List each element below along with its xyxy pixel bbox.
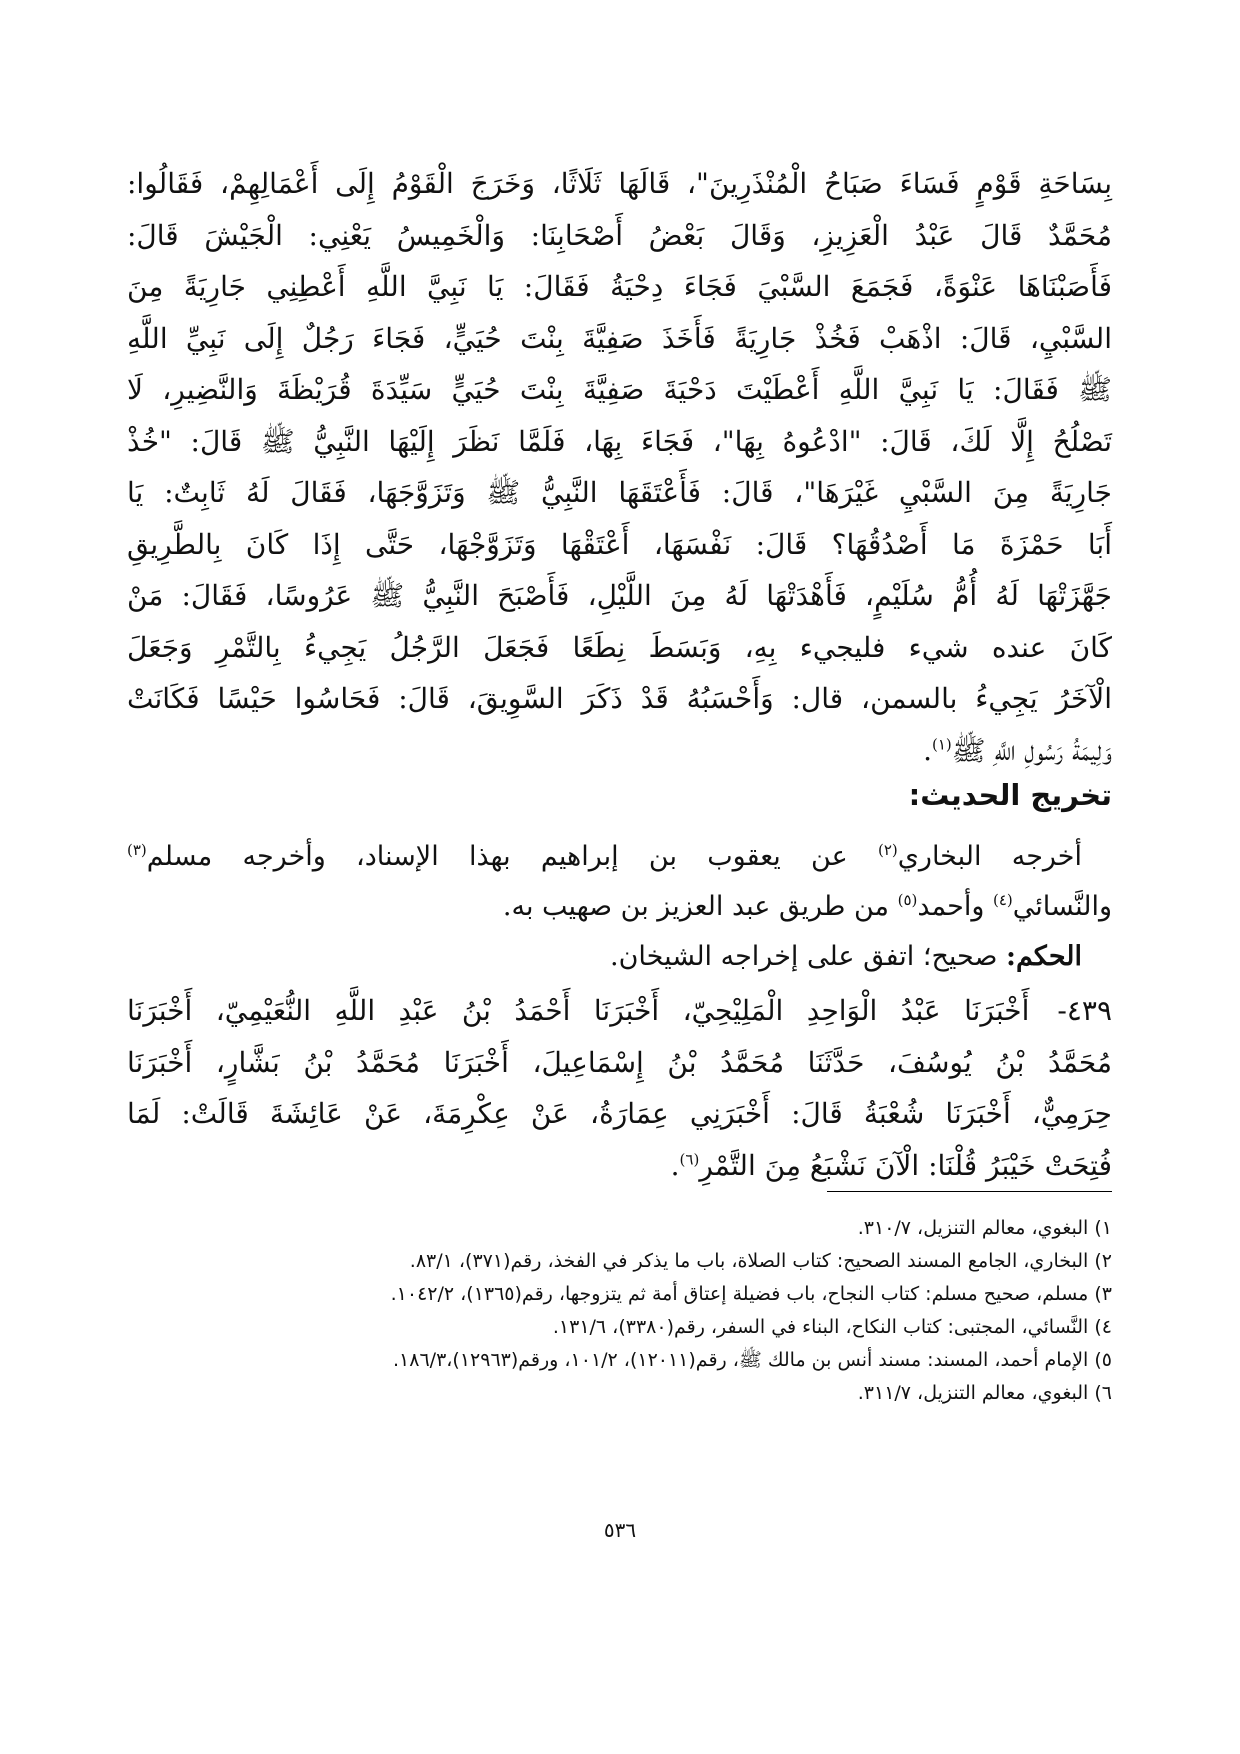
hadith2-line (127, 985, 1112, 1037)
hadith-line: تَصْلُحُ إِلَّا لَكَ، قَالَ: "ادْعُوهُ بِهَا"، فَجَاءَ بِهَا، فَلَمَّا نَظَرَ إِلَيْهَا النَّبِيُّ ﷺ قَالَ: "خُذْ (127, 424, 1112, 458)
footnote: ١) البغوي، معالم التنزيل، ٣١٠/٧. (857, 1217, 1112, 1239)
footnote: ٤) النَّسائي، المجتبى: كتاب النكاح، البناء في السفر، رقم(٣٣٨٠)، ١٣١/٦. (552, 1316, 1112, 1338)
hadith-line: فَأَصَبْنَاهَا عَنْوَةً، فَجَمَعَ السَّبْيَ فَجَاءَ دِحْيَةُ فَقَالَ: يَا نَبِيَّ اللَّهِ أَعْطِنِي جَارِيَةً مِنَ (127, 270, 1112, 303)
hadith-439 (127, 985, 1112, 1191)
footnote-ref[interactable]: (٤) (992, 891, 1013, 909)
footnote-ref[interactable]: (١) (931, 735, 952, 754)
punctuation: . (670, 1148, 680, 1182)
footnotes (127, 1212, 1112, 1410)
hadith-line: جَارِيَةً مِنَ السَّبْيِ غَيْرَهَا"، قَالَ: فَأَعْتَقَهَا النَّبِيُّ ﷺ وَتَزَوَّجَهَا، فَقَالَ لَهُ ثَابِتٌ: يَا (127, 476, 1112, 509)
footnote-separator (827, 1191, 1112, 1192)
hadith-number: ٤٣٩- (1057, 994, 1112, 1027)
takhrij-text: عن يعقوب بن إبراهيم بهذا الإسناد، وأخرجه مسلم (146, 841, 878, 872)
hukm-line (127, 932, 1112, 982)
section-title: تخريج الحديث: (908, 778, 1112, 812)
hadith-line: جَهَّزَتْهَا لَهُ أُمُّ سُلَيْمٍ، فَأَهْدَتْهَا لَهُ مِنَ اللَّيْلِ، فَأَصْبَحَ النَّبِيُّ ﷺ عَرُوسًا، فَقَالَ: مَنْ (127, 579, 1112, 612)
takhrij-line (127, 882, 1112, 932)
footnote-ref[interactable]: (٥) (897, 891, 918, 909)
hadith-line: ﷺ فَقَالَ: يَا نَبِيَّ اللَّهِ أَعْطَيْتَ دَحْيَةَ صَفِيَّةَ بِنْتَ حُيَيٍّ سَيِّدَةَ قُرَيْظَةَ وَالنَّضِيرِ، لَا (127, 373, 1112, 406)
hadith-line: أَبَا حَمْزَةَ مَا أَصْدُقُهَا؟ قَالَ: نَفْسَهَا، أَعْتَقْهَا وَتَزَوَّجْهَا، حَتَّى إِذَا كَانَ بِالطَّرِيقِ (127, 527, 1112, 561)
page-number: ٥٣٦ (603, 1518, 637, 1542)
takhrij-text: وأحمد (917, 891, 993, 922)
hadith-line: كَانَ عنده شيء فليجيء بِهِ، وَبَسَطَ نِطَعًا فَجَعَلَ الرَّجُلُ يَجِيءُ بِالتَّمْرِ وَجَعَلَ (127, 630, 1112, 664)
hukm-label: الحكم: (1005, 941, 1082, 972)
takhrij-paragraph (127, 832, 1112, 982)
hadith-line: الْآخَرُ يَجِيءُ بالسمن، قال: وَأَحْسَبُهُ قَدْ ذَكَرَ السَّوِيقَ، قَالَ: فَحَاسُوا حَيْسًا فَكَانَتْ (127, 682, 1112, 715)
hadith2-line: حِرَمِيٌّ، أَخْبَرَنَا شُعْبَةُ قَالَ: أَخْبَرَنِي عِمَارَةُ، عَنْ عِكْرِمَةَ، عَنْ عَائِشَةَ قَالَتْ: لَمَا (127, 1097, 1112, 1130)
footnote-ref[interactable]: (٢) (878, 841, 898, 859)
hadith-last-line (127, 725, 1112, 777)
footnote: ٢) البخاري، الجامع المسند الصحيح: كتاب الصلاة، باب ما يذكر في الفخذ، رقم(٣٧١)، ٨٣/١. (409, 1250, 1112, 1272)
hadith2-line: مُحَمَّدُ بْنُ يُوسُفَ، حَدَّثَنَا مُحَمَّدُ بْنُ إِسْمَاعِيلَ، أَخْبَرَنَا مُحَمَّدُ بْنُ بَشَّارٍ، أَخْبَرَنَا (127, 1045, 1112, 1079)
hukm-text: صحيح؛ اتفق على إخراجه الشيخان. (610, 941, 1006, 972)
hadith-line: مُحَمَّدٌ قَالَ عَبْدُ الْعَزِيزِ، وَقَالَ بَعْضُ أَصْحَابِنَا: وَالْخَمِيسُ يَعْنِي: الْجَيْشَ قَالَ: (127, 218, 1112, 252)
footnote: ٦) البغوي، معالم التنزيل، ٣١١/٧. (857, 1382, 1112, 1404)
takhrij-text: من طريق عبد العزيز بن صهيب به. (502, 891, 898, 922)
hadith-line: السَّبْيِ، قَالَ: اذْهَبْ فَخُذْ جَارِيَةً فَأَخَذَ صَفِيَّةَ بِنْتَ حُيَيٍّ، فَجَاءَ رَجُلٌ إِلَى نَبِيِّ اللَّهِ (127, 321, 1112, 355)
hadith-text (127, 158, 1112, 776)
hadith-line: بِسَاحَةِ قَوْمٍ فَسَاءَ صَبَاحُ الْمُنْذَرِينَ"، قَالَهَا ثَلَاثًا، وَخَرَجَ الْقَوْمُ إِلَى أَعْمَالِهِمْ، فَقَالُوا: (127, 167, 1112, 200)
takhrij-text: والنَّسائي (1012, 891, 1112, 922)
footnote: ٣) مسلم، صحيح مسلم: كتاب النجاح، باب فضيلة إعتاق أمة ثم يتزوجها، رقم(١٣٦٥)، ١٠٤٢/٢. (390, 1283, 1112, 1305)
takhrij-line (127, 832, 1112, 882)
hadith-line-text: وَلِيمَةُ رَسُولِ اللَّهِ ﷺ (951, 733, 1112, 767)
footnote-ref[interactable]: (٣) (127, 841, 147, 859)
hadith2-text: أَخْبَرَنَا عَبْدُ الْوَاحِدِ الْمَلِيْحِيّ، أَخْبَرَنَا أَحْمَدُ بْنُ عَبْدِ اللَّهِ النُّعَيْمِيّ، أَخْبَرَنَا (127, 994, 1030, 1027)
footnote: ٥) الإمام أحمد، المسند: مسند أنس بن مالك ﷺ، رقم(١٢٠١١)، ١٠١/٢، ورقم(١٢٩٦٣)،١٨٦/٣. (393, 1349, 1112, 1371)
hadith2-text: فُتِحَتْ خَيْبَرُ قُلْنَا: الْآنَ نَشْبَعُ مِنَ التَّمْرِ (699, 1148, 1112, 1182)
footnote-ref[interactable]: (٦) (679, 1150, 700, 1169)
punctuation: . (923, 733, 932, 767)
hadith2-last-line (127, 1140, 1112, 1192)
takhrij-text: أخرجه البخاري (897, 841, 1083, 872)
